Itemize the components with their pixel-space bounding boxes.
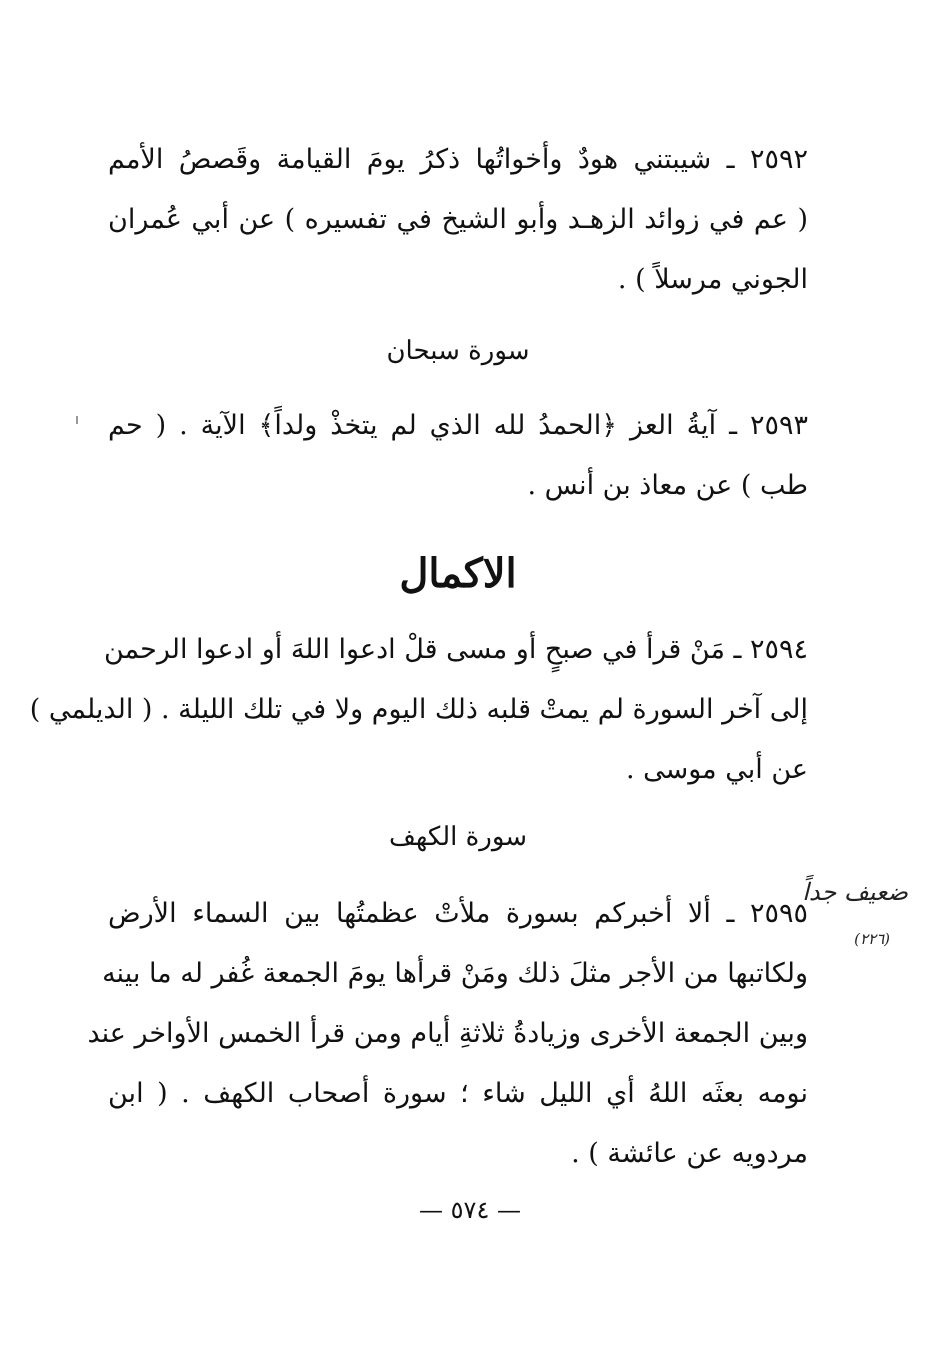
hadith-2594-line-3: عن أبي موسى . (625, 754, 808, 785)
handwritten-margin-note: ضعيف جداً (802, 878, 908, 906)
margin-mark (76, 416, 78, 424)
hadith-2595-line-5: مردويه عن عائشة ) . (571, 1138, 808, 1169)
section-heading-ikmal: الاكمال (399, 550, 517, 597)
hadith-2592-line-1: ٢٥٩٢ ـ شيبتني هودٌ وأخواتُها ذكرُ يومَ القيامة وقَصصُ الأمم (108, 144, 808, 175)
hadith-2595-line-1: ٢٥٩٥ ـ ألا أخبركم بسورة ملأتْ عظمتُها بين السماء الأرض (108, 898, 808, 929)
handwritten-margin-note-ref: (٢٢٦) (854, 930, 890, 948)
hadith-2594-line-2: إلى آخر السورة لم يمتْ قلبه ذلك اليوم ولا في تلك الليلة . ( الديلمي ) (29, 694, 808, 725)
hadith-2592-line-2: ( عم في زوائد الزهـد وأبو الشيخ في تفسيره ) عن أبي عُمران (108, 204, 808, 235)
hadith-2593-line-1: ٢٥٩٣ ـ آيةُ العز ﴿الحمدُ لله الذي لم يتخذْ ولداً﴾ الآية . ( حم (108, 410, 808, 441)
hadith-2595 (87, 884, 808, 1184)
hadith-2594 (29, 620, 808, 800)
hadith-2593-line-2: طب ) عن معاذ بن أنس . (527, 470, 808, 501)
hadith-2592-line-3: الجوني مرسلاً ) . (617, 264, 808, 295)
hadith-2593 (108, 396, 808, 516)
hadith-2595-line-4: نومه بعثَه اللهُ أي الليل شاء ؛ سورة أصحاب الكهف . ( ابن (108, 1078, 808, 1109)
hadith-2592 (108, 130, 808, 310)
section-heading-subhan: سورة سبحان (386, 336, 530, 366)
hadith-2594-line-1: ٢٥٩٤ ـ مَنْ قرأ في صبحٍ أو مسى قلْ ادعوا اللهَ أو ادعوا الرحمن (103, 634, 808, 665)
section-heading-kahf: سورة الكهف (388, 822, 528, 852)
hadith-2595-line-2: ولكاتبها من الأجر مثلَ ذلك ومَنْ قرأها يومَ الجمعة غُفر له ما بينه (102, 958, 808, 989)
page-number: — ٥٧٤ — (419, 1196, 521, 1224)
hadith-2595-line-3: وبين الجمعة الأخرى وزيادةُ ثلاثةِ أيام ومن قرأ الخمس الأواخر عند (87, 1018, 808, 1049)
